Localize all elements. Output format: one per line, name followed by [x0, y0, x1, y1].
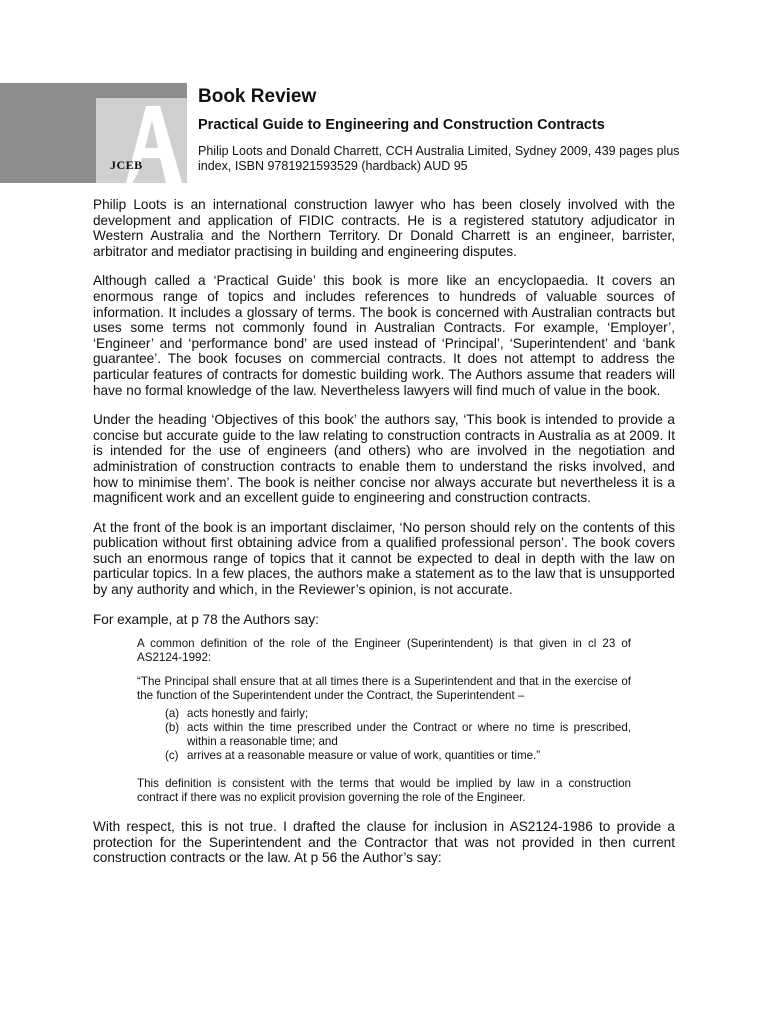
- paragraph-objectives: Under the heading ‘Objectives of this book’ the authors say, ‘This book is intended to provide a concise but accurate guide to the law relating to construction contracts in Australia as at 2009. It is intended for the use of engineers (and others) who are involved in the negotiation and administration of construction contracts to enable them to understand the risks involved, and how to minimise them’. The book is neither concise nor always accurate but nevertheless it is a magnificent work and an excellent guide to engineering and construction contracts.: [93, 412, 675, 506]
- list-text: acts honestly and fairly;: [187, 707, 309, 721]
- paragraph-disclaimer: At the front of the book is an important disclaimer, ‘No person should rely on the contents of this publication without first obtaining advice from a qualified professional person’. The book covers such an enormous range of topics that it cannot be expected to deal in depth with the law on particular topics. In a few places, the authors make a statement as to the law that is unsupported by any authority and which, in the Reviewer’s opinion, is not accurate.: [93, 519, 675, 598]
- quote-list-item: [165, 721, 631, 749]
- quote-list: [165, 707, 631, 763]
- quote-list-item: [165, 707, 631, 721]
- quote-clause: “The Principal shall ensure that at all times there is a Superintendent and that in the exercise of the function of the Superintendent under the Contract, the Superintendent –: [137, 675, 631, 703]
- quote-list-item: [165, 749, 631, 763]
- paragraph-authors: Philip Loots is an international construction lawyer who has been closely involved with the development and application of FIDIC contracts. He is a registered statutory adjudicator in Western Australia and the Northern Territory. Dr Donald Charrett is an engineer, barrister, arbitrator and mediator practising in building and engineering disputes.: [93, 197, 675, 259]
- paragraph-example-intro: For example, at p 78 the Authors say:: [93, 611, 319, 627]
- book-details: Philip Loots and Donald Charrett, CCH Australia Limited, Sydney 2009, 439 pages plus index, ISBN 9781921593529 (hardback) AUD 95: [198, 144, 680, 173]
- quote-after: This definition is consistent with the terms that would be implied by law in a construction contract if there was no explicit provision governing the role of the Engineer.: [137, 777, 631, 805]
- list-text: arrives at a reasonable measure or value of work, quantities or time.”: [187, 749, 541, 763]
- list-marker: (b): [165, 721, 180, 735]
- journal-logo: [0, 83, 187, 183]
- list-marker: (a): [165, 707, 180, 721]
- list-text: acts within the time prescribed under the Contract or where no time is prescribed, within a reasonable time; and: [187, 721, 631, 749]
- review-body: [93, 197, 675, 880]
- paragraph-closing: With respect, this is not true. I drafted the clause for inclusion in AS2124-1986 to provide a protection for the Superintendent and the Contractor that was not provided in then current construction contracts or the law. At p 56 the Author’s say:: [93, 819, 675, 866]
- block-quote: [137, 637, 631, 805]
- list-marker: (c): [165, 749, 179, 763]
- logo-bar-left: [0, 98, 96, 183]
- page-title: Book Review: [198, 86, 317, 107]
- paragraph-overview: Although called a ‘Practical Guide’ this book is more like an encyclopaedia. It covers an enormous range of topics and includes references to hundreds of valuable sources of information. It includes a glossary of terms. The book is concerned with Australian contracts but uses some terms not commonly found in Australian Contracts. For example, ‘Employer’, ‘Engineer’ and ‘performance bond’ are used instead of ‘Principal’, ‘Superintendent’ and ‘bank guarantee’. The book focuses on commercial contracts. It does not attempt to address the particular features of contracts for domestic building work. The Authors assume that readers will have no formal knowledge of the law. Nevertheless lawyers will find much of value in the book.: [93, 273, 675, 398]
- review-header: [198, 86, 688, 174]
- book-title: Practical Guide to Engineering and Construction Contracts: [198, 117, 605, 133]
- logo-bar-top: [0, 83, 187, 98]
- quote-intro: A common definition of the role of the Engineer (Superintendent) is that given in cl 23 of AS2124-1992:: [137, 637, 631, 665]
- logo-text: JCEB: [110, 158, 143, 172]
- logo-tile: [96, 98, 187, 183]
